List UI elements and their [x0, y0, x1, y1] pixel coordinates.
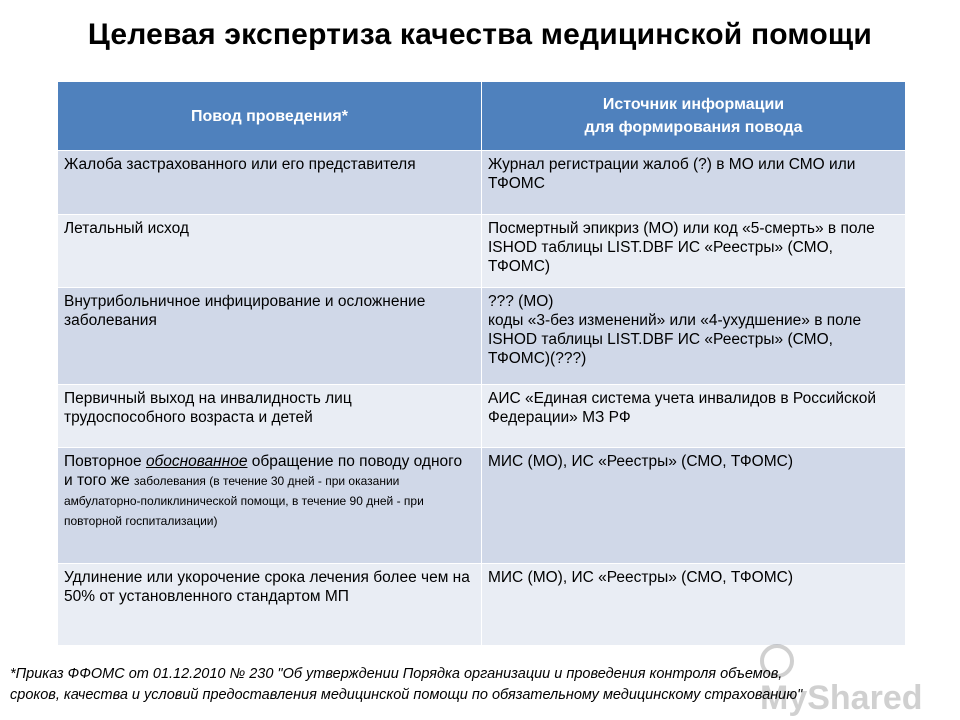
header-reason: Повод проведения*: [58, 82, 482, 151]
header-source-line1: Источник информации: [602, 96, 785, 113]
table-header-row: [58, 82, 906, 151]
watermark-text: MyShared: [760, 679, 923, 717]
reason-cell: Удлинение или укорочение срока лечения более чем на 50% от установленного стандартом МП: [58, 564, 482, 646]
table-row: [58, 288, 906, 385]
source-cell: Посмертный эпикриз (МО) или код «5-смерть» в поле ISHOD таблицы LIST.DBF ИС «Реестры» (СМО, ТФОМС): [482, 215, 906, 288]
reason-cell: [58, 448, 482, 564]
source-line: ??? (МО): [488, 293, 554, 310]
reason-text: Повторное: [64, 453, 146, 470]
reason-cell: Внутрибольничное инфицирование и осложнение заболевания: [58, 288, 482, 385]
source-line: коды «3-без изменений» или «4-ухудшение» в поле ISHOD таблицы LIST.DBF ИС «Реестры» (СМО, ТФОМС)(???): [488, 312, 862, 367]
table-row: [58, 215, 906, 288]
source-cell: Журнал регистрации жалоб (?) в МО или СМО или ТФОМС: [482, 151, 906, 215]
reason-text: обращение по поводу одного и того же: [64, 453, 463, 489]
table-row: [58, 448, 906, 564]
reason-note: заболевания (в течение 30 дней - при оказании амбулаторно-поликлинической помощи, в течение 90 дней - при повторной госпитализации): [64, 474, 424, 528]
reason-cell: Летальный исход: [58, 215, 482, 288]
footnote: [10, 664, 955, 706]
header-source-line2: для формирования повода: [584, 119, 803, 136]
reason-emphasis: обоснованное: [145, 453, 248, 470]
table-row: [58, 564, 906, 646]
reason-cell: Первичный выход на инвалидность лиц трудоспособного возраста и детей: [58, 385, 482, 448]
source-cell: [482, 288, 906, 385]
criteria-table: [57, 81, 906, 646]
table-row: [58, 385, 906, 448]
slide-title: Целевая экспертиза качества медицинской помощи: [87, 18, 873, 51]
footnote-line: *Приказ ФФОМС от 01.12.2010 № 230 "Об утверждении Порядка организации и проведения контроля объемов,: [10, 666, 783, 682]
source-cell: АИС «Единая система учета инвалидов в Российской Федерации» МЗ РФ: [482, 385, 906, 448]
header-source: [482, 82, 906, 151]
table-row: [58, 151, 906, 215]
source-cell: МИС (МО), ИС «Реестры» (СМО, ТФОМС): [482, 448, 906, 564]
footnote-line: сроков, качества и условий предоставления медицинской помощи по обязательному медицинскому страхованию": [10, 687, 803, 703]
source-cell: МИС (МО), ИС «Реестры» (СМО, ТФОМС): [482, 564, 906, 646]
reason-cell: Жалоба застрахованного или его представителя: [58, 151, 482, 215]
